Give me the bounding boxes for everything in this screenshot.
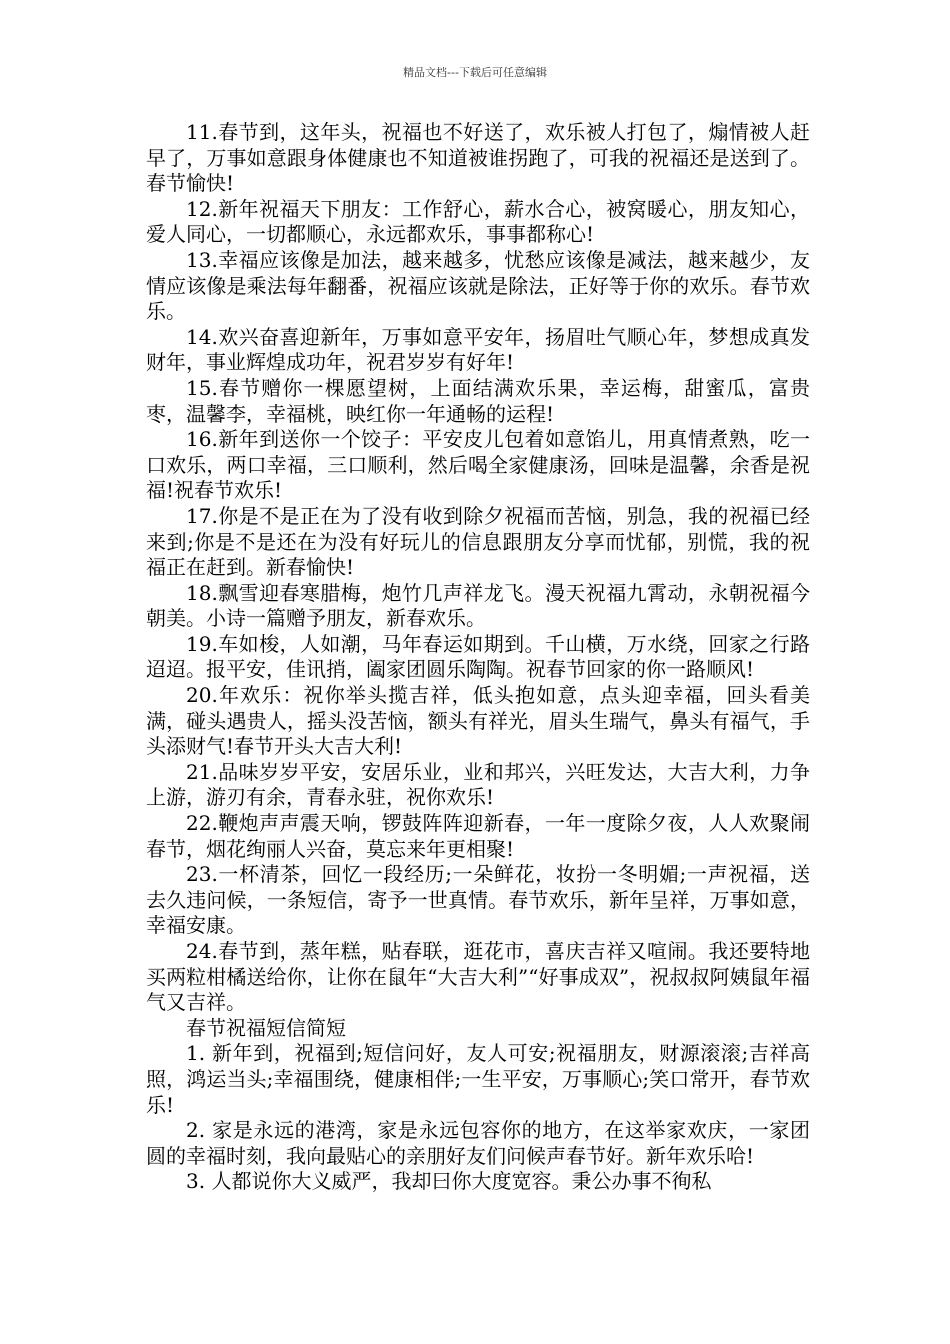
paragraph: 20.年欢乐：祝你举头揽吉祥，低头抱如意，点头迎幸福，回头看美满，碰头遇贵人，摇头没苦恼，额头有祥光，眉头生瑞气，鼻头有福气，手头添财气!春节开头大吉大利! <box>146 683 810 759</box>
paragraph: 19.车如梭，人如潮，马年春运如期到。千山横，万水绕，回家之行路迢迢。报平安，佳讯捎，阖家团圆乐陶陶。祝春节回家的你一路顺风! <box>146 631 810 682</box>
paragraph: 13.幸福应该像是加法，越来越多，忧愁应该像是减法，越来越少，友情应该像是乘法每年翻番，祝福应该就是除法，正好等于你的欢乐。春节欢乐。 <box>146 247 810 324</box>
paragraph: 15.春节赠你一棵愿望树，上面结满欢乐果，幸运梅，甜蜜瓜，富贵枣，温馨李，幸福桃，映红你一年通畅的运程! <box>146 375 810 426</box>
paragraph: 16.新年到送你一个饺子：平安皮儿包着如意馅儿，用真情煮熟，吃一口欢乐，两口幸福，三口顺利，然后喝全家健康汤，回味是温馨，余香是祝福!祝春节欢乐! <box>146 427 810 503</box>
paragraph: 17.你是不是正在为了没有收到除夕祝福而苦恼，别急，我的祝福已经来到;你是不是还在为没有好玩儿的信息跟朋友分享而忧郁，别慌，我的祝福正在赶到。新春愉快! <box>146 503 810 580</box>
paragraph: 14.欢兴奋喜迎新年，万事如意平安年，扬眉吐气顺心年，梦想成真发财年，事业辉煌成功年，祝君岁岁有好年! <box>146 324 810 375</box>
paragraph: 22.鞭炮声声震天响，锣鼓阵阵迎新春，一年一度除夕夜，人人欢聚闹春节，烟花绚丽人兴奋，莫忘来年更相聚! <box>146 811 810 861</box>
paragraph: 11.春节到，这年头，祝福也不好送了，欢乐被人打包了，煽情被人赶早了，万事如意跟身体健康也不知道被谁拐跑了，可我的祝福还是送到了。春节愉快! <box>146 120 810 196</box>
document-body <box>146 120 810 1195</box>
section-heading: 春节祝福短信简短 <box>186 1015 346 1040</box>
paragraph: 1. 新年到，祝福到;短信问好，友人可安;祝福朋友，财源滚滚;吉祥高照，鸿运当头;幸福围绕，健康相伴;一生平安，万事顺心;笑口常开，春节欢乐! <box>146 1041 810 1117</box>
paragraph: 24.春节到，蒸年糕，贴春联，逛花市，喜庆吉祥又喧闹。我还要特地买两粒柑橘送给你，让你在鼠年“大吉大利”“好事成双”，祝叔叔阿姨鼠年福气又吉祥。 <box>146 939 810 1015</box>
paragraph: 21.品味岁岁平安，安居乐业，业和邦兴，兴旺发达，大吉大利，力争上游，游刃有余，青春永驻，祝你欢乐! <box>146 759 810 810</box>
paragraph: 12.新年祝福天下朋友：工作舒心，薪水合心，被窝暖心，朋友知心，爱人同心，一切都顺心，永远都欢乐，事事都称心! <box>146 196 810 247</box>
paragraph: 3. 人都说你大义威严，我却曰你大度宽容。秉公办事不徇私 <box>186 1169 712 1194</box>
paragraph: 2. 家是永远的港湾，家是永远包容你的地方，在这举家欢庆，一家团圆的幸福时刻，我向最贴心的亲朋好友们问候声春节好。新年欢乐哈! <box>146 1118 810 1168</box>
page-header: 精品文档---下载后可任意编辑 <box>403 66 547 79</box>
paragraph: 23.一杯清茶，回忆一段经历;一朵鲜花，妆扮一冬明媚;一声祝福，送去久违问候，一条短信，寄予一世真情。春节欢乐，新年呈祥，万事如意，幸福安康。 <box>146 862 810 938</box>
paragraph: 18.飘雪迎春寒腊梅，炮竹几声祥龙飞。漫天祝福九霄动，永朝祝福今朝美。小诗一篇赠予朋友，新春欢乐。 <box>146 580 810 631</box>
